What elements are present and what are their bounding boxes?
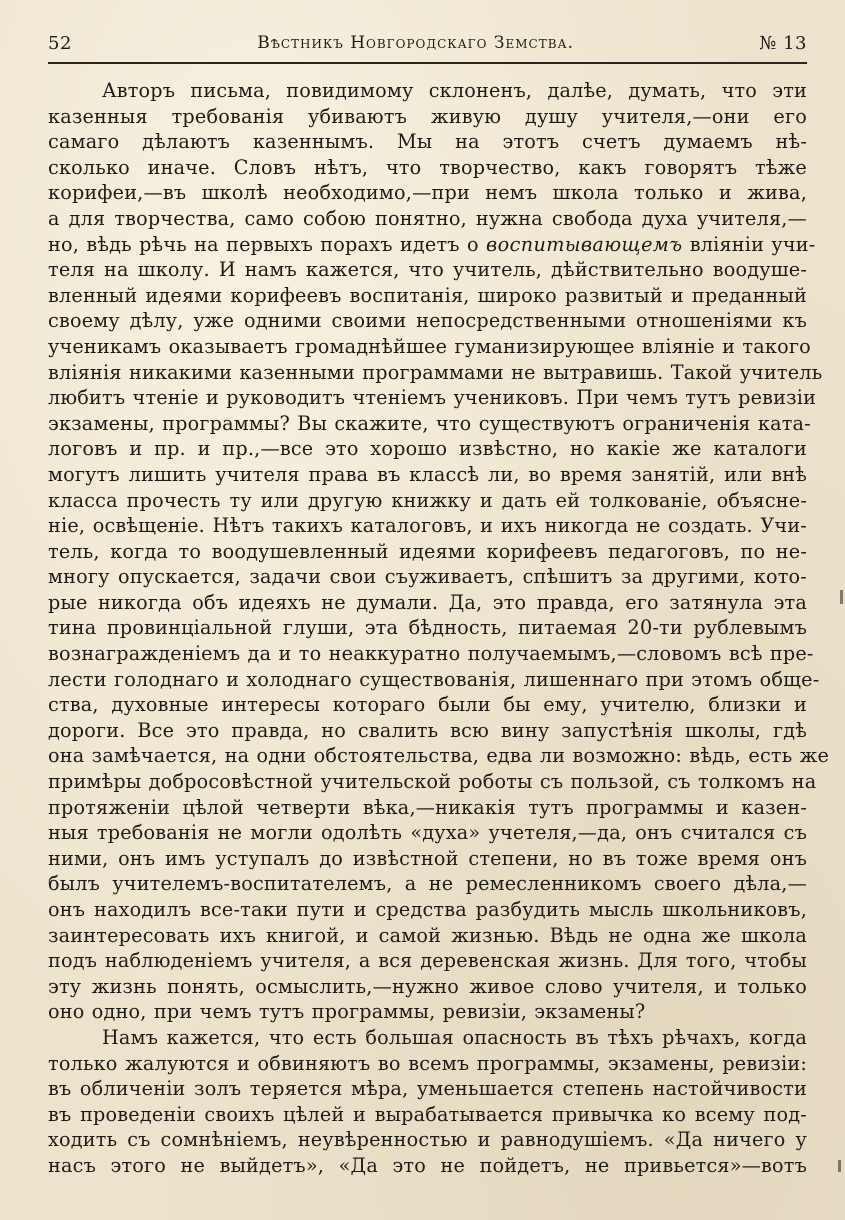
text-line: тель, когда то воодушевленный идеями корифеевъ педагоговъ, по не- <box>48 539 807 563</box>
paragraph-1 <box>48 78 830 1025</box>
text-line: могутъ лишить учителя права въ классѣ ли, во время занятій, или внѣ <box>48 462 807 486</box>
article-body <box>48 78 830 1179</box>
text-line: ныя требованія не могли одолѣть «духа» учетеля,—да, онъ считался съ <box>48 821 807 845</box>
page-number: 52 <box>48 32 72 54</box>
text-line: насъ этого не выйдетъ», «Да это не пойдетъ, не привьется»—вотъ <box>48 1153 807 1177</box>
text-line: вознагражденіемъ да и то неаккуратно получаемымъ,—словомъ всѣ пре- <box>48 642 814 666</box>
text-line: сколько иначе. Словъ нѣтъ, что творчество, какъ говорятъ тѣже <box>48 155 807 179</box>
running-title: Вѣстникъ Новгородскаго Земства. <box>257 33 575 53</box>
text-line: заинтересовать ихъ книгой, и самой жизнью. Вѣдь не одна же школа <box>48 923 807 947</box>
paragraph-2 <box>48 1025 807 1179</box>
text-line: ніе, освѣщеніе. Нѣтъ такихъ каталоговъ, и ихъ никогда не создать. Учи- <box>48 514 807 538</box>
text-line: эту жизнь понять, осмыслить,—нужно живое слово учителя, и только <box>48 974 807 998</box>
text-line: корифеи,—въ школѣ необходимо,—при немъ школа только и жива, <box>48 181 807 205</box>
text-line: любитъ чтеніе и руководитъ чтеніемъ учениковъ. При чемъ тутъ ревизіи <box>48 386 817 410</box>
margin-mark <box>840 590 843 604</box>
text-line: примѣры добросовѣстной учительской роботы съ пользой, съ толкомъ на <box>48 770 817 794</box>
emphasized-word: воспитывающемъ <box>486 232 683 256</box>
text-line: въ проведеніи своихъ цѣлей и вырабатывается привычка ко всему под- <box>48 1102 807 1126</box>
text-line: Намъ кажется, что есть большая опасность въ тѣхъ рѣчахъ, когда <box>102 1025 807 1049</box>
text-line: казенныя требованія убиваютъ живую душу учителя,—они его <box>48 104 807 128</box>
text-line: тина провинціальной глуши, эта бѣдность, питаемая 20-ти рублевымъ <box>48 616 807 640</box>
text-fragment: вліяніи учи- <box>689 232 816 256</box>
text-line: класса прочесть ту или другую книжку и дать ей толкованіе, объясне- <box>48 488 807 512</box>
text-line: протяженіи цѣлой четверти вѣка,—никакія тутъ программы и казен- <box>48 795 807 819</box>
text-line: своему дѣлу, уже одними своими непосредственными отношеніями къ <box>48 309 807 333</box>
text-line: въ обличеніи золъ теряется мѣра, уменьшается степень настойчивости <box>48 1077 807 1101</box>
text-line: логовъ и пр. и пр.,—все это хорошо извѣстно, но какіе же каталоги <box>48 437 807 461</box>
text-fragment: но, вѣдь рѣчь на первыхъ порахъ идетъ о <box>48 232 479 256</box>
issue-number: № 13 <box>759 32 807 54</box>
text-line: Авторъ письма, повидимому склоненъ, далѣе, думать, что эти <box>102 79 807 102</box>
text-line: былъ учителемъ-воспитателемъ, а не ремесленникомъ своего дѣла,— <box>48 872 807 896</box>
text-line: подъ наблюденіемъ учителя, а вся деревенская жизнь. Для того, чтобы <box>48 949 807 973</box>
text-line: ства, духовные интересы котораго были бы ему, учителю, близки и <box>48 693 807 717</box>
text-line: только жалуются и обвиняютъ во всемъ программы, экзамены, ревизіи: <box>48 1051 807 1075</box>
text-line: дороги. Все это правда, но свалить всю вину запустѣнія школы, гдѣ <box>48 718 807 742</box>
margin-mark <box>838 1160 841 1172</box>
text-line: она замѣчается, на одни обстоятельства, едва ли возможно: вѣдь, есть же <box>48 744 830 768</box>
text-line: а для творчества, само собою понятно, нужна свобода духа учителя,— <box>48 206 807 230</box>
text-line: ученикамъ оказываетъ громаднѣйшее гуманизирующее вліяніе и такого <box>48 334 811 358</box>
text-line: оно одно, при чемъ тутъ программы, ревизіи, экзамены? <box>48 1000 646 1024</box>
text-line: самаго дѣлаютъ казеннымъ. Мы на этотъ счетъ думаемъ нѣ- <box>48 130 807 154</box>
text-line: теля на школу. И намъ кажется, что учитель, дѣйствительно воодуше- <box>48 258 807 282</box>
text-line: рые никогда объ идеяхъ не думали. Да, это правда, его затянула эта <box>48 590 807 614</box>
text-line: онъ находилъ все-таки пути и средства разбудить мысль школьниковъ, <box>48 898 807 921</box>
page-header <box>48 24 807 64</box>
text-line: вліянія никакими казенными программами не вытравишь. Такой учитель <box>48 360 823 384</box>
text-line: лести голоднаго и холоднаго существованія, лишеннаго при этомъ обще- <box>48 667 820 691</box>
text-line: ходить съ сомнѣніемъ, неувѣренностью и равнодушіемъ. «Да ничего у <box>48 1128 807 1152</box>
text-line: вленный идеями корифеевъ воспитанія, широко развитый и преданный <box>48 283 807 307</box>
text-line <box>48 232 816 258</box>
text-line: экзамены, программы? Вы скажите, что существуютъ ограниченія ката- <box>48 411 811 435</box>
text-line: многу опускается, задачи свои съуживаетъ, спѣшитъ за другими, кото- <box>48 565 807 589</box>
text-line: ними, онъ имъ уступалъ до извѣстной степени, но въ тоже время онъ <box>48 846 807 870</box>
